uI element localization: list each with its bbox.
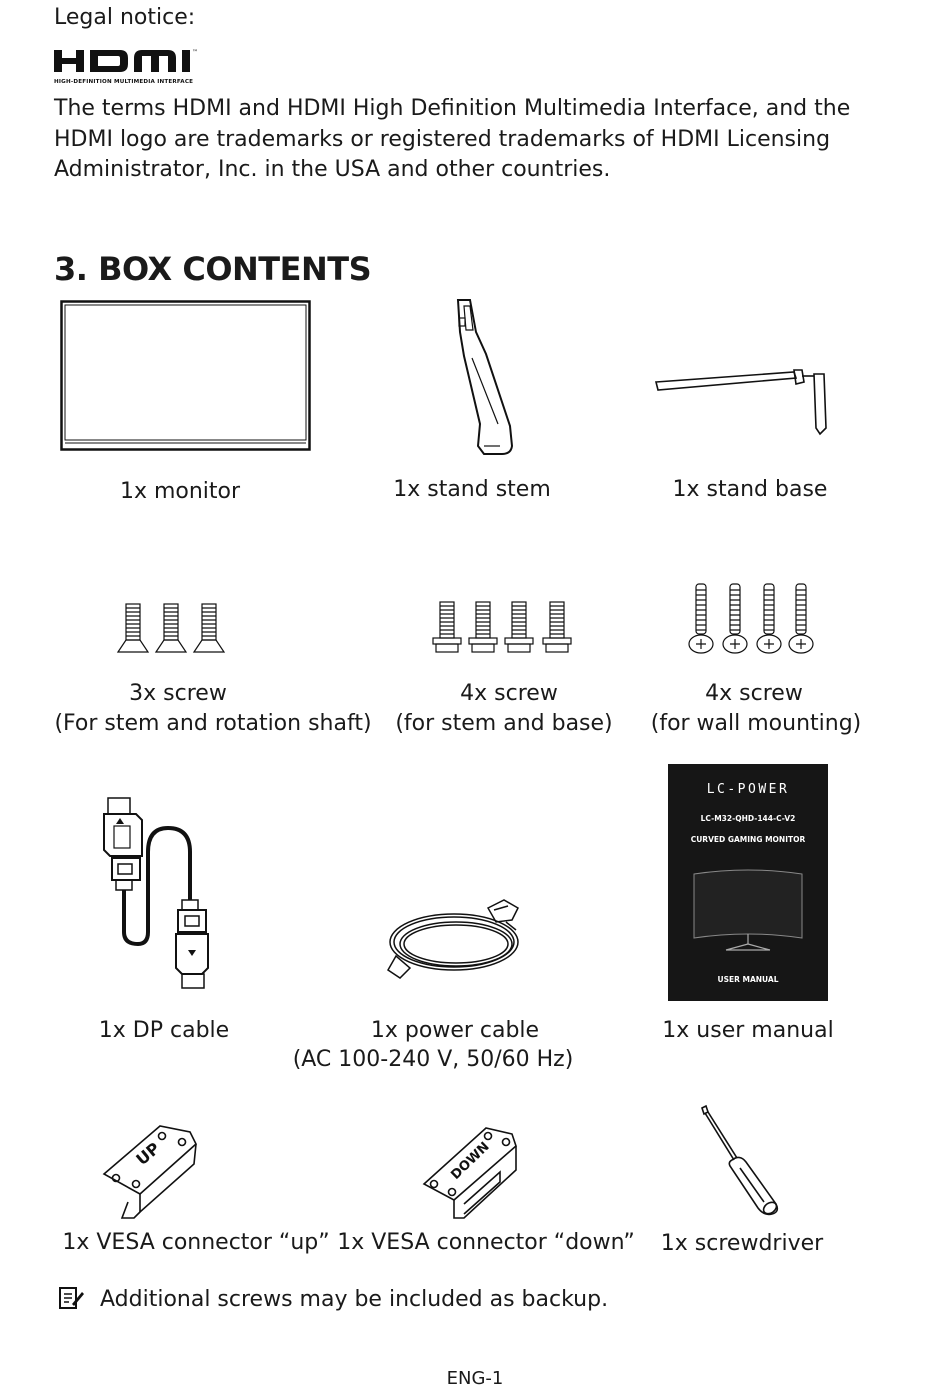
flange-screws-illustration: [430, 600, 580, 658]
caption-screw-wall-qty: 4x screw: [705, 681, 803, 706]
hdmi-tm: ™: [192, 49, 198, 56]
countersunk-screws-illustration: [116, 600, 228, 658]
manual-brand-logo: LC-POWER: [706, 782, 790, 797]
caption-screw-base-purpose: (for stem and base): [395, 711, 613, 736]
page-number: ENG-1: [446, 1368, 504, 1389]
manual-product-type: CURVED GAMING MONITOR: [690, 835, 806, 844]
caption-power-cable-spec: (AC 100-240 V, 50/60 Hz): [292, 1047, 574, 1072]
vesa-connector-down-illustration: [420, 1124, 520, 1224]
wall-mount-screws-illustration: [686, 582, 816, 658]
dp-cable-illustration: [98, 792, 218, 982]
backup-screws-note: Additional screws may be included as backup.: [100, 1287, 609, 1312]
caption-monitor: 1x monitor: [119, 479, 241, 504]
caption-dp-cable: 1x DP cable: [98, 1018, 230, 1043]
note-icon: [58, 1286, 86, 1312]
caption-stand-stem: 1x stand stem: [393, 477, 551, 502]
power-cable-illustration: [384, 894, 534, 984]
legal-notice-title: Legal notice:: [54, 5, 196, 30]
legal-notice-text: The terms HDMI and HDMI High Definition Multimedia Interface, and the HDMI logo are trademarks or registered trademarks of HDMI Licensing Administrator, Inc. in the USA and other countries.: [54, 96, 851, 182]
caption-screw-stem-purpose: (For stem and rotation shaft): [54, 711, 372, 736]
caption-user-manual: 1x user manual: [662, 1018, 834, 1043]
hdmi-logo-subtitle: HIGH-DEFINITION MULTIMEDIA INTERFACE: [54, 79, 194, 85]
manual-monitor-image: [690, 868, 806, 952]
stand-stem-illustration: [440, 296, 520, 461]
vesa-down-label: DOWN: [448, 1139, 493, 1183]
caption-screwdriver: 1x screwdriver: [660, 1231, 824, 1256]
vesa-up-label: UP: [132, 1138, 164, 1170]
caption-screw-stem-qty: 3x screw: [129, 681, 227, 706]
section-title: 3. BOX CONTENTS: [54, 250, 372, 288]
caption-screw-wall-purpose: (for wall mounting): [650, 711, 862, 736]
caption-vesa-down: 1x VESA connector “down”: [337, 1230, 635, 1255]
screwdriver-illustration: [696, 1104, 786, 1216]
user-manual-cover: [668, 764, 828, 1001]
manual-label: USER MANUAL: [717, 975, 779, 984]
monitor-illustration: [60, 300, 312, 452]
caption-power-cable: 1x power cable: [370, 1018, 540, 1043]
caption-vesa-up: 1x VESA connector “up”: [62, 1230, 330, 1255]
vesa-connector-up-illustration: [100, 1122, 212, 1220]
manual-model: LC-M32-QHD-144-C-V2: [700, 814, 796, 823]
stand-base-illustration: [654, 368, 829, 436]
caption-stand-base: 1x stand base: [672, 477, 828, 502]
hdmi-logo: [52, 46, 222, 88]
caption-screw-base-qty: 4x screw: [460, 681, 558, 706]
